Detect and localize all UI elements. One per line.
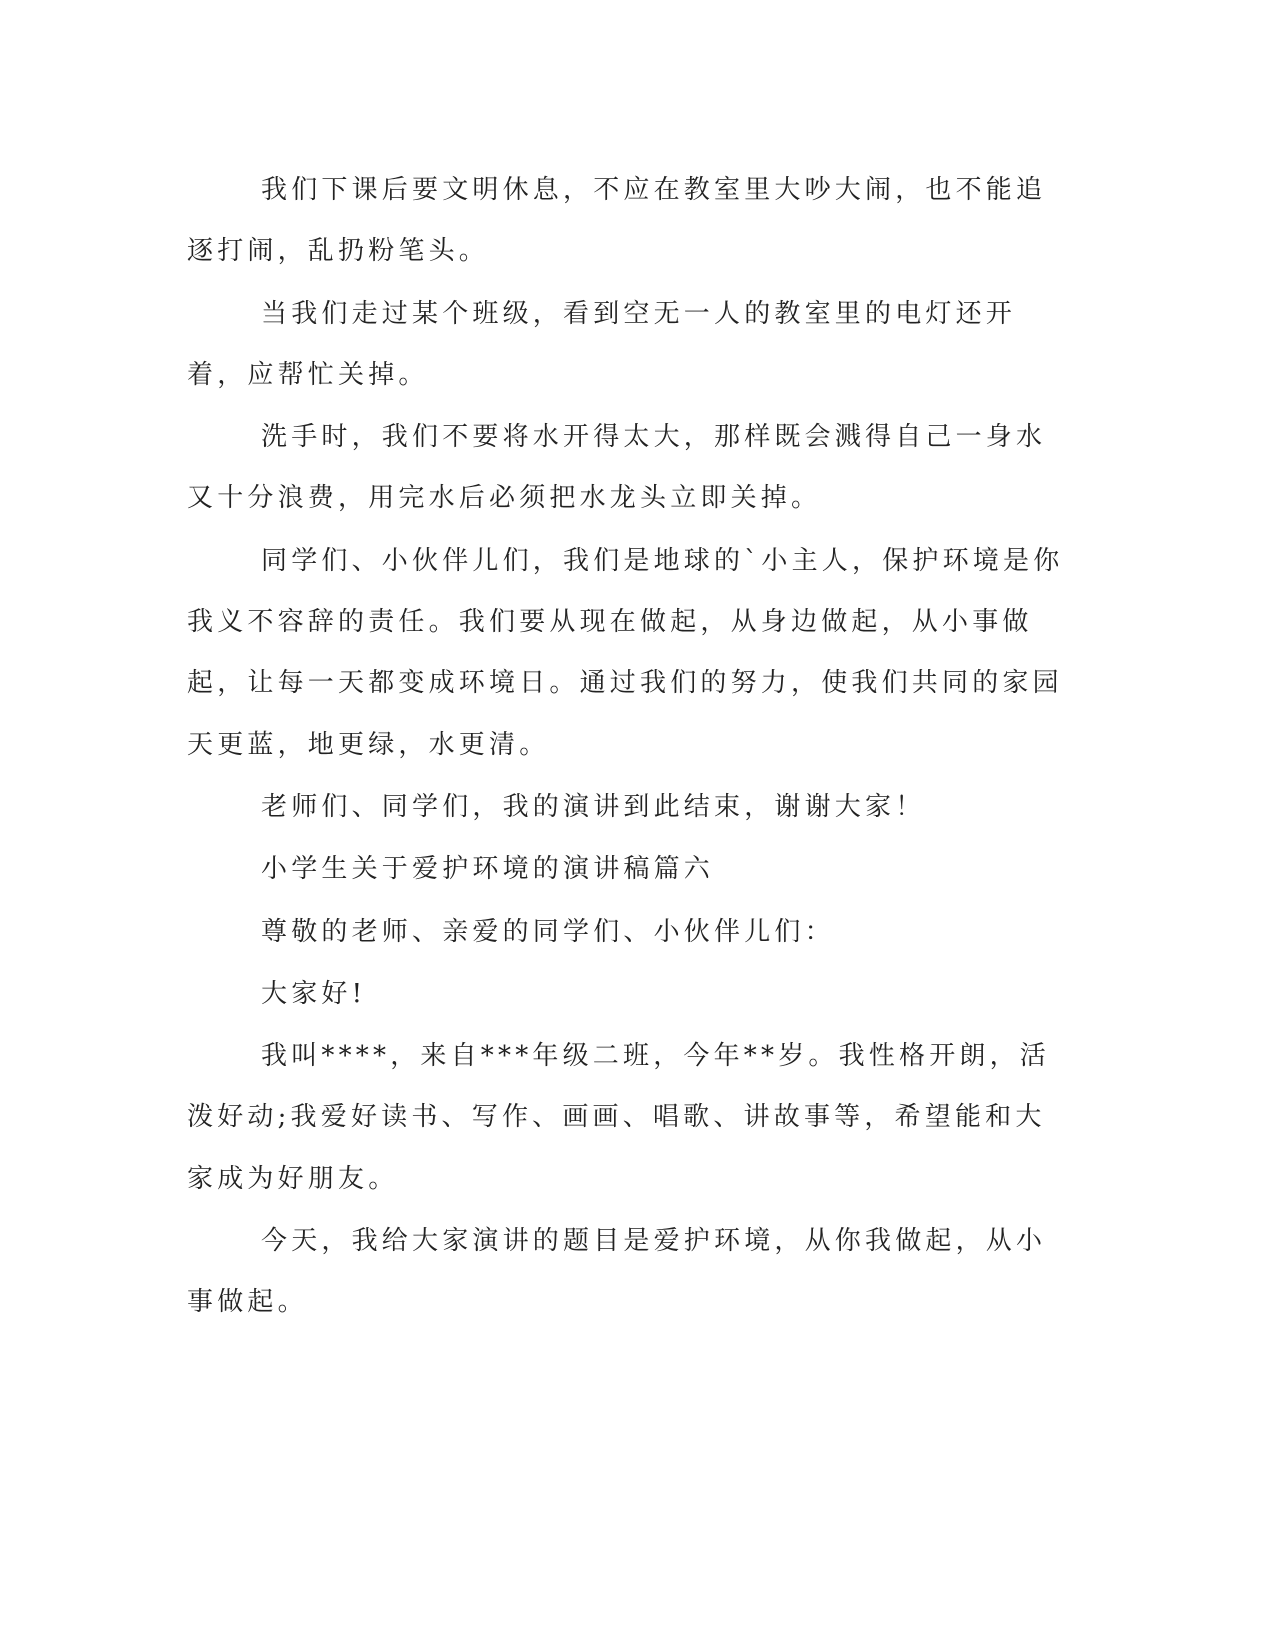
paragraph: 我们下课后要文明休息，不应在教室里大吵大闹，也不能追逐打闹，乱扔粉笔头。 [187,175,1047,267]
paragraph: 洗手时，我们不要将水开得太大，那样既会溅得自己一身水又十分浪费，用完水后必须把水龙头立即关掉。 [187,422,1047,514]
section-heading: 小学生关于爱护环境的演讲稿篇六 [261,854,715,885]
paragraph: 我叫****，来自***年级二班，今年**岁。我性格开朗，活泼好动;我爱好读书、写作、画画、唱歌、讲故事等，希望能和大家成为好朋友。 [187,1041,1051,1194]
salutation: 尊敬的老师、亲爱的同学们、小伙伴儿们： [261,916,835,947]
paragraph: 老师们、同学们，我的演讲到此结束，谢谢大家！ [261,791,926,822]
document-body [187,160,1067,1335]
paragraph: 今天，我给大家演讲的题目是爱护环境，从你我做起，从小事做起。 [187,1226,1047,1318]
paragraph: 当我们走过某个班级，看到空无一人的教室里的电灯还开着，应帮忙关掉。 [187,298,1017,390]
greeting: 大家好! [261,978,367,1009]
paragraph: 同学们、小伙伴儿们，我们是地球的`小主人，保护环境是你我义不容辞的责任。我们要从现在做起，从身边做起，从小事做起，让每一天都变成环境日。通过我们的努力，使我们共同的家园天更蓝，地更绿，水更清。 [187,545,1064,760]
